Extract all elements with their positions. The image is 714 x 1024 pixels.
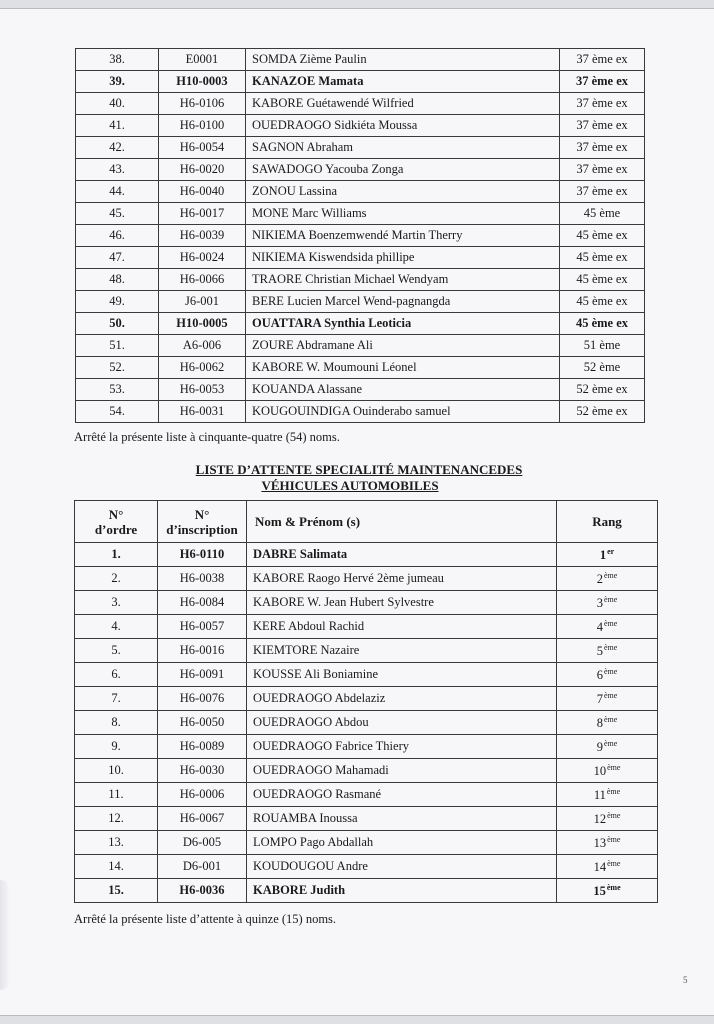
rank xyxy=(557,783,658,807)
table-row xyxy=(75,615,658,639)
row-number: 54. xyxy=(76,401,159,423)
registration-code: H6-0053 xyxy=(159,379,246,401)
table-row xyxy=(75,831,658,855)
row-number: 49. xyxy=(76,291,159,313)
rank-number: 1 xyxy=(599,547,607,562)
registration-code: D6-005 xyxy=(158,831,247,855)
registration-code: H6-0050 xyxy=(158,711,247,735)
rank-suffix: ème xyxy=(603,738,618,748)
waiting-list-title-line1: LISTE D’ATTENTE SPECIALITÉ MAINTENANCEDES xyxy=(195,462,523,477)
row-number: 46. xyxy=(76,225,159,247)
row-number: 12. xyxy=(75,807,158,831)
candidate-name: SAGNON Abraham xyxy=(246,137,560,159)
registration-code: H6-0106 xyxy=(159,93,246,115)
header-registration-line2: d’inscription xyxy=(166,521,238,537)
rank-number: 3 xyxy=(596,595,603,610)
registration-code: H6-0076 xyxy=(158,687,247,711)
table-row xyxy=(76,335,645,357)
table-row xyxy=(75,663,658,687)
rank-suffix: ème xyxy=(606,882,621,892)
row-number: 40. xyxy=(76,93,159,115)
registration-code: H6-0067 xyxy=(158,807,247,831)
rank-suffix: ème xyxy=(607,834,621,844)
rank xyxy=(557,663,658,687)
registration-code: H6-0054 xyxy=(159,137,246,159)
candidate-name: KABORE W. Jean Hubert Sylvestre xyxy=(247,591,557,615)
row-number: 10. xyxy=(75,759,158,783)
candidate-name: KOUDOUGOU Andre xyxy=(247,855,557,879)
scan-shadow xyxy=(0,880,10,990)
row-number: 41. xyxy=(76,115,159,137)
row-number: 2. xyxy=(75,567,158,591)
rank xyxy=(557,855,658,879)
rank: 45 ème xyxy=(560,203,645,225)
candidate-name: NIKIEMA Boenzemwendé Martin Therry xyxy=(246,225,560,247)
candidate-name: BERE Lucien Marcel Wend-pagnangda xyxy=(246,291,560,313)
header-order-number-line1: N° xyxy=(108,506,124,522)
registration-code: H6-0100 xyxy=(159,115,246,137)
table-row xyxy=(76,49,645,71)
table-row xyxy=(76,379,645,401)
row-number: 42. xyxy=(76,137,159,159)
row-number: 6. xyxy=(75,663,158,687)
row-number: 50. xyxy=(76,313,159,335)
registration-code: H6-0091 xyxy=(158,663,247,687)
rank-number: 4 xyxy=(596,619,603,634)
table-row xyxy=(75,567,658,591)
waiting-list-header-row xyxy=(75,501,658,543)
registration-code: H10-0005 xyxy=(159,313,246,335)
candidate-name: KOUGOUINDIGA Ouinderabo samuel xyxy=(246,401,560,423)
table-row xyxy=(76,401,645,423)
row-number: 43. xyxy=(76,159,159,181)
rank xyxy=(557,879,658,903)
registration-code: E0001 xyxy=(159,49,246,71)
row-number: 5. xyxy=(75,639,158,663)
registration-code: H6-0031 xyxy=(159,401,246,423)
table-row xyxy=(75,591,658,615)
rank-suffix: ème xyxy=(603,690,618,700)
table-row xyxy=(76,291,645,313)
candidate-name: OUEDRAOGO Abdou xyxy=(247,711,557,735)
rank-suffix: ème xyxy=(607,762,621,772)
rank-suffix: ème xyxy=(603,618,618,628)
row-number: 48. xyxy=(76,269,159,291)
candidate-name: NIKIEMA Kiswendsida phillipe xyxy=(246,247,560,269)
rank-number: 15 xyxy=(593,883,606,898)
candidate-name: KANAZOE Mamata xyxy=(246,71,560,93)
rank-number: 11 xyxy=(593,787,606,802)
admitted-list-body xyxy=(76,49,645,423)
candidate-name: TRAORE Christian Michael Wendyam xyxy=(246,269,560,291)
registration-code: H6-0062 xyxy=(159,357,246,379)
registration-code: H6-0030 xyxy=(158,759,247,783)
rank-suffix: ème xyxy=(603,594,618,604)
rank xyxy=(557,711,658,735)
row-number: 14. xyxy=(75,855,158,879)
rank: 51 ème xyxy=(560,335,645,357)
rank-number: 8 xyxy=(596,715,603,730)
table-row xyxy=(76,313,645,335)
rank xyxy=(557,591,658,615)
registration-code: H6-0024 xyxy=(159,247,246,269)
registration-code: H6-0084 xyxy=(158,591,247,615)
registration-code: H6-0110 xyxy=(158,543,247,567)
registration-code: H6-0036 xyxy=(158,879,247,903)
rank xyxy=(557,687,658,711)
row-number: 9. xyxy=(75,735,158,759)
rank-suffix: ème xyxy=(603,570,618,580)
rank: 37 ème ex xyxy=(560,93,645,115)
rank xyxy=(557,567,658,591)
row-number: 52. xyxy=(76,357,159,379)
row-number: 44. xyxy=(76,181,159,203)
table-row xyxy=(76,203,645,225)
rank-suffix: ème xyxy=(603,714,618,724)
table-row xyxy=(75,711,658,735)
table-row xyxy=(76,181,645,203)
candidate-name: DABRE Salimata xyxy=(247,543,557,567)
rank xyxy=(557,807,658,831)
table-row xyxy=(75,879,658,903)
table-row xyxy=(75,735,658,759)
table-row xyxy=(75,783,658,807)
registration-code: H6-0038 xyxy=(158,567,247,591)
row-number: 11. xyxy=(75,783,158,807)
candidate-name: OUEDRAOGO Fabrice Thiery xyxy=(247,735,557,759)
rank: 45 ème ex xyxy=(560,225,645,247)
registration-code: H10-0003 xyxy=(159,71,246,93)
rank: 37 ème ex xyxy=(560,181,645,203)
rank: 45 ème ex xyxy=(560,313,645,335)
closing-note-waiting-list: Arrêté la présente liste d’attente à quinze (15) noms. xyxy=(74,912,337,926)
rank xyxy=(557,639,658,663)
rank xyxy=(557,735,658,759)
waiting-list-table xyxy=(74,500,658,903)
table-row xyxy=(76,159,645,181)
rank: 37 ème ex xyxy=(560,137,645,159)
header-name: Nom & Prénom (s) xyxy=(247,501,557,543)
row-number: 1. xyxy=(75,543,158,567)
rank-number: 7 xyxy=(596,691,603,706)
candidate-name: LOMPO Pago Abdallah xyxy=(247,831,557,855)
rank-suffix: ème xyxy=(603,642,618,652)
row-number: 7. xyxy=(75,687,158,711)
row-number: 3. xyxy=(75,591,158,615)
header-registration-number xyxy=(158,501,247,543)
header-order-number xyxy=(75,501,158,543)
registration-code: D6-001 xyxy=(158,855,247,879)
registration-code: H6-0040 xyxy=(159,181,246,203)
rank: 52 ème ex xyxy=(560,379,645,401)
registration-code: H6-0089 xyxy=(158,735,247,759)
rank-number: 14 xyxy=(593,859,607,874)
scan-top-edge xyxy=(0,0,714,9)
registration-code: H6-0016 xyxy=(158,639,247,663)
registration-code: J6-001 xyxy=(159,291,246,313)
candidate-name: ROUAMBA Inoussa xyxy=(247,807,557,831)
rank xyxy=(557,543,658,567)
candidate-name: OUEDRAOGO Rasmané xyxy=(247,783,557,807)
registration-code: A6-006 xyxy=(159,335,246,357)
candidate-name: SAWADOGO Yacouba Zonga xyxy=(246,159,560,181)
rank: 45 ème ex xyxy=(560,269,645,291)
table-row xyxy=(76,247,645,269)
registration-code: H6-0066 xyxy=(159,269,246,291)
candidate-name: KIEMTORE Nazaire xyxy=(247,639,557,663)
rank-suffix: ème xyxy=(603,666,618,676)
candidate-name: OUEDRAOGO Sidkiéta Moussa xyxy=(246,115,560,137)
rank xyxy=(557,759,658,783)
row-number: 39. xyxy=(76,71,159,93)
rank-suffix: ème xyxy=(607,858,621,868)
candidate-name: OUEDRAOGO Abdelaziz xyxy=(247,687,557,711)
rank: 37 ème ex xyxy=(560,115,645,137)
row-number: 38. xyxy=(76,49,159,71)
rank-number: 6 xyxy=(596,667,603,682)
table-row xyxy=(75,639,658,663)
candidate-name: KABORE W. Moumouni Léonel xyxy=(246,357,560,379)
scan-bottom-edge xyxy=(0,1015,714,1024)
candidate-name: KERE Abdoul Rachid xyxy=(247,615,557,639)
rank: 52 ème xyxy=(560,357,645,379)
header-order-number-line2: d’ordre xyxy=(94,521,138,537)
table-row xyxy=(76,225,645,247)
rank-number: 2 xyxy=(596,571,603,586)
header-rank: Rang xyxy=(557,501,658,543)
registration-code: H6-0020 xyxy=(159,159,246,181)
rank: 45 ème ex xyxy=(560,291,645,313)
row-number: 8. xyxy=(75,711,158,735)
page-number: 5 xyxy=(683,975,688,985)
candidate-name: ZOURE Abdramane Ali xyxy=(246,335,560,357)
rank-suffix: ème xyxy=(606,786,621,796)
row-number: 13. xyxy=(75,831,158,855)
table-row xyxy=(75,855,658,879)
candidate-name: KOUSSE Ali Boniamine xyxy=(247,663,557,687)
candidate-name: KABORE Guétawendé Wilfried xyxy=(246,93,560,115)
row-number: 15. xyxy=(75,879,158,903)
table-row xyxy=(76,137,645,159)
waiting-list-title-line2: VÉHICULES AUTOMOBILES xyxy=(261,478,439,493)
rank xyxy=(557,615,658,639)
table-row xyxy=(75,687,658,711)
rank-suffix: ème xyxy=(607,810,621,820)
rank-number: 9 xyxy=(596,739,603,754)
header-registration-line1: N° xyxy=(194,506,210,522)
table-row xyxy=(76,71,645,93)
table-row xyxy=(76,93,645,115)
table-row xyxy=(75,807,658,831)
row-number: 47. xyxy=(76,247,159,269)
candidate-name: KABORE Raogo Hervé 2ème jumeau xyxy=(247,567,557,591)
table-row xyxy=(75,543,658,567)
registration-code: H6-0006 xyxy=(158,783,247,807)
registration-code: H6-0017 xyxy=(159,203,246,225)
waiting-list-body xyxy=(75,543,658,903)
table-row xyxy=(76,269,645,291)
candidate-name: OUATTARA Synthia Leoticia xyxy=(246,313,560,335)
candidate-name: MONE Marc Williams xyxy=(246,203,560,225)
rank: 45 ème ex xyxy=(560,247,645,269)
closing-note-list: Arrêté la présente liste à cinquante-quatre (54) noms. xyxy=(74,430,340,444)
candidate-name: KOUANDA Alassane xyxy=(246,379,560,401)
row-number: 51. xyxy=(76,335,159,357)
rank: 37 ème ex xyxy=(560,49,645,71)
admitted-list-table xyxy=(75,48,645,423)
rank-number: 13 xyxy=(593,835,607,850)
registration-code: H6-0039 xyxy=(159,225,246,247)
row-number: 45. xyxy=(76,203,159,225)
candidate-name: OUEDRAOGO Mahamadi xyxy=(247,759,557,783)
rank-suffix: er xyxy=(607,546,615,556)
rank-number: 10 xyxy=(593,763,607,778)
rank: 52 ème ex xyxy=(560,401,645,423)
table-row xyxy=(76,357,645,379)
candidate-name: ZONOU Lassina xyxy=(246,181,560,203)
table-row xyxy=(75,759,658,783)
table-row xyxy=(76,115,645,137)
rank-number: 5 xyxy=(596,643,603,658)
rank xyxy=(557,831,658,855)
rank-number: 12 xyxy=(593,811,607,826)
row-number: 53. xyxy=(76,379,159,401)
rank: 37 ème ex xyxy=(560,71,645,93)
candidate-name: KABORE Judith xyxy=(247,879,557,903)
candidate-name: SOMDA Zième Paulin xyxy=(246,49,560,71)
row-number: 4. xyxy=(75,615,158,639)
rank: 37 ème ex xyxy=(560,159,645,181)
registration-code: H6-0057 xyxy=(158,615,247,639)
